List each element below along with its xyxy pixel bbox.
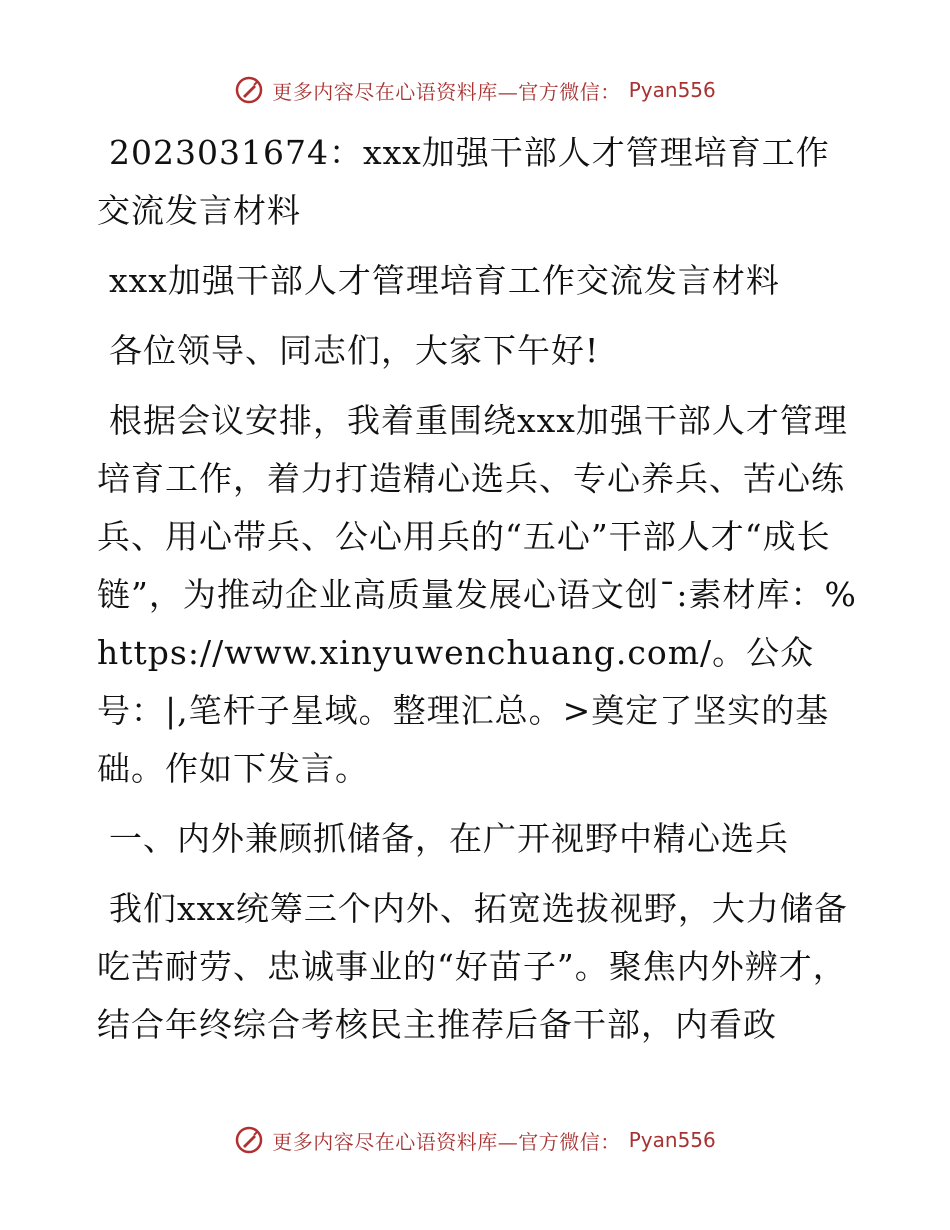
footer-watermark xyxy=(0,1120,950,1160)
watermark-text: 更多内容尽在心语资料库—官方微信： xyxy=(272,1129,621,1154)
document-subtitle: xxx加强干部人才管理培育工作交流发言材料 xyxy=(109,261,780,300)
intro-paragraph: 根据会议安排，我着重围绕xxx加强干部人才管理培育工作，着力打造精心选兵、专心养兵、苦心练兵、用心带兵、公心用兵的“五心”干部人才“成长链”，为推动企业高质量发展心语文创¯:素材库：%https://www.xinyuwenchuang.com/。公众号：|,笔杆子星域。整理汇总。>奠定了坚实的基础。作如下发言。 xyxy=(97,401,857,788)
section-paragraph: 我们xxx统筹三个内外、拓宽选拔视野，大力储备吃苦耐劳、忠诚事业的“好苗子”。聚焦内外辨才，结合年终综合考核民主推荐后备干部，内看政 xyxy=(97,889,848,1044)
pen-logo-icon xyxy=(234,1125,264,1155)
pen-logo-icon xyxy=(234,75,264,105)
watermark-contact: Pyan556 xyxy=(628,78,716,102)
section-heading: 一、内外兼顾抓储备，在广开视野中精心选兵 xyxy=(109,819,789,858)
watermark-text: 更多内容尽在心语资料库—官方微信： xyxy=(272,79,621,104)
document-title: 2023031674：xxx加强干部人才管理培育工作交流发言材料 xyxy=(97,133,830,230)
greeting: 各位领导、同志们，大家下午好! xyxy=(109,331,600,370)
header-watermark xyxy=(0,70,950,110)
document-body xyxy=(97,124,857,1066)
watermark-contact: Pyan556 xyxy=(628,1128,716,1152)
